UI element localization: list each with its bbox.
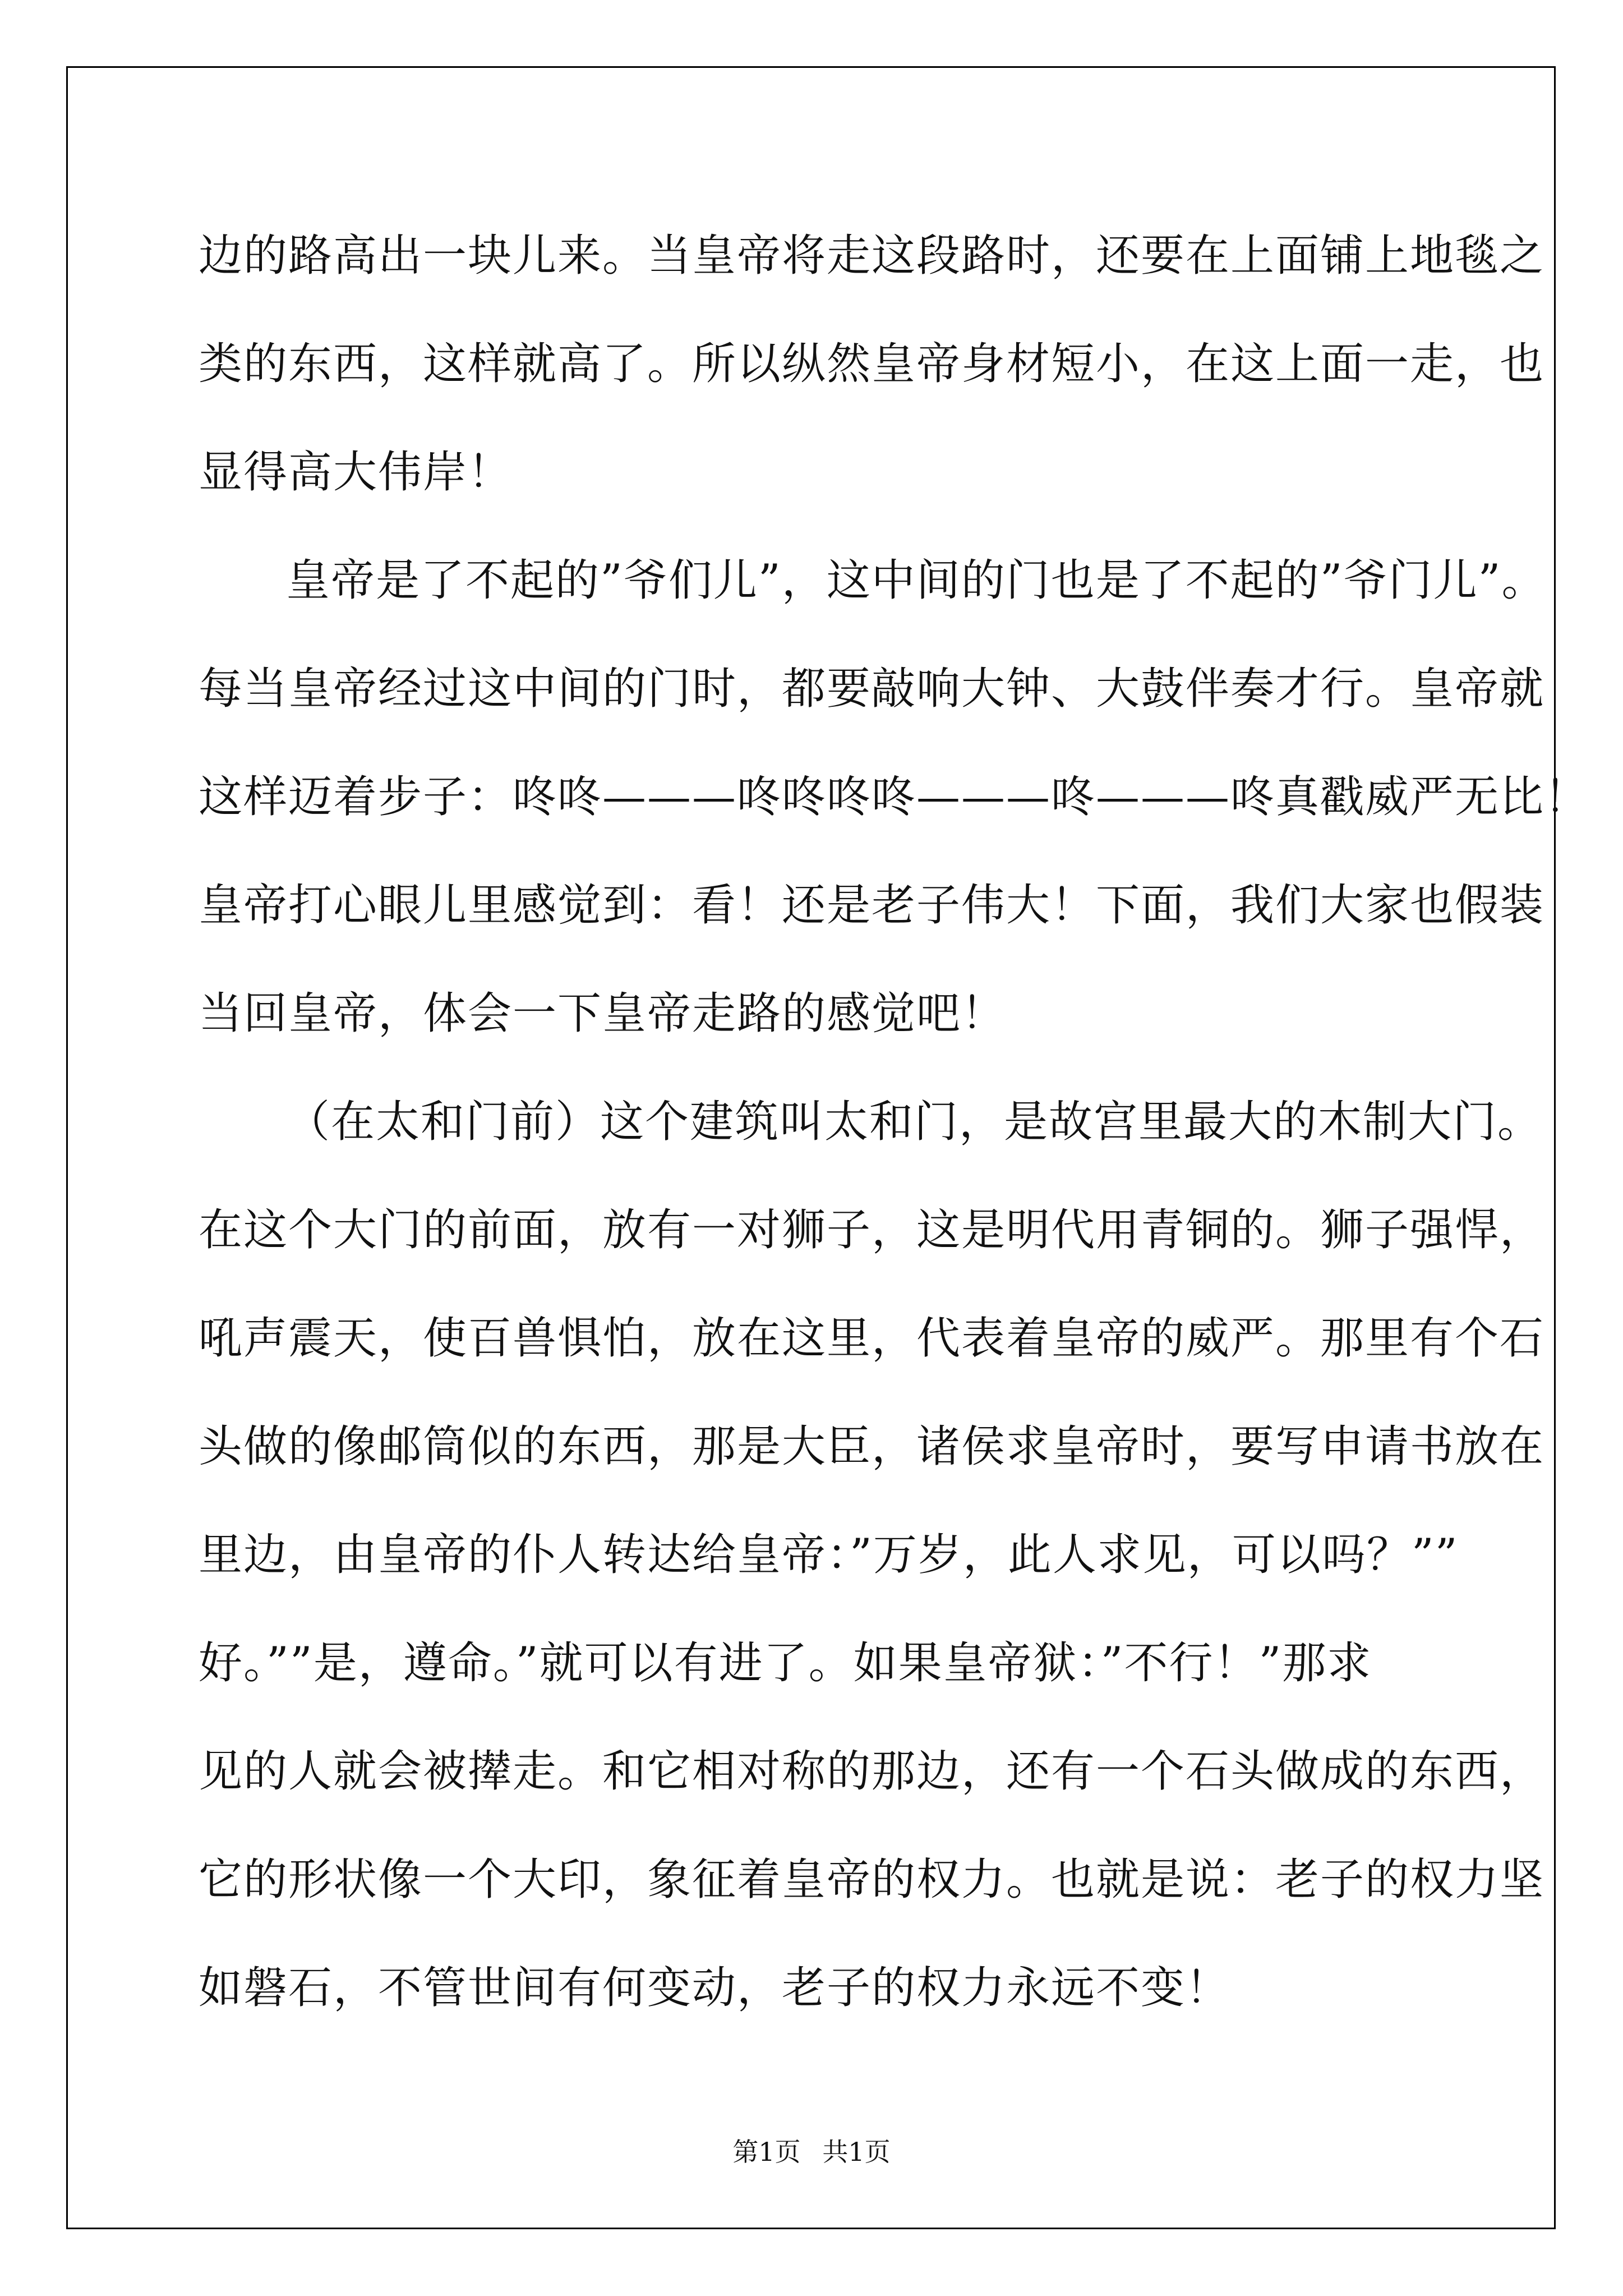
text-line: 这样迈着步子：咚咚———咚咚咚咚———咚———咚真戳威严无比！ bbox=[199, 772, 1590, 822]
page-footer bbox=[0, 2132, 1623, 2169]
text-line: 头做的像邮筒似的东西，那是大臣，诸侯求皇帝时，要写申请书放在 bbox=[199, 1421, 1545, 1472]
text-line: 吼声震天，使百兽惧怕，放在这里，代表着皇帝的威严。那里有个石 bbox=[199, 1313, 1545, 1364]
text-line: 类的东西，这样就高了。所以纵然皇帝身材短小，在这上面一走，也 bbox=[199, 339, 1545, 389]
page-number: 第1页 bbox=[732, 2137, 801, 2167]
text-line: 显得高大伟岸！ bbox=[199, 447, 513, 498]
text-line: 好。””是，遵命。”就可以有进了。如果皇帝狱：”不行！”那求 bbox=[199, 1638, 1372, 1688]
text-line: 里边，由皇帝的仆人转达给皇帝：”万岁，此人求见，可以吗？”” bbox=[199, 1530, 1459, 1580]
text-line: （在太和门前）这个建筑叫太和门，是故宫里最大的木制大门。 bbox=[286, 1097, 1543, 1147]
page-total: 共1页 bbox=[822, 2137, 891, 2167]
text-line: 皇帝是了不起的”爷们儿”，这中间的门也是了不起的”爷门儿”。 bbox=[286, 555, 1547, 606]
text-line: 如磐石，不管世间有何变动，老子的权力永远不变！ bbox=[199, 1963, 1231, 2013]
text-line: 皇帝打心眼儿里感觉到：看！还是老子伟大！下面，我们大家也假装 bbox=[199, 880, 1545, 931]
text-line: 每当皇帝经过这中间的门时，都要敲响大钟、大鼓伴奏才行。皇帝就 bbox=[199, 664, 1545, 714]
text-line: 当回皇帝，体会一下皇帝走路的感觉吧！ bbox=[199, 988, 1007, 1039]
text-line: 见的人就会被撵走。和它相对称的那边，还有一个石头做成的东西， bbox=[199, 1746, 1545, 1797]
text-line: 边的路高出一块儿来。当皇帝将走这段路时，还要在上面铺上地毯之 bbox=[199, 231, 1545, 281]
text-line: 它的形状像一个大印，象征着皇帝的权力。也就是说：老子的权力坚 bbox=[199, 1855, 1545, 1905]
document-body bbox=[199, 202, 1590, 2042]
text-line: 在这个大门的前面，放有一对狮子，这是明代用青铜的。狮子强悍， bbox=[199, 1205, 1545, 1255]
